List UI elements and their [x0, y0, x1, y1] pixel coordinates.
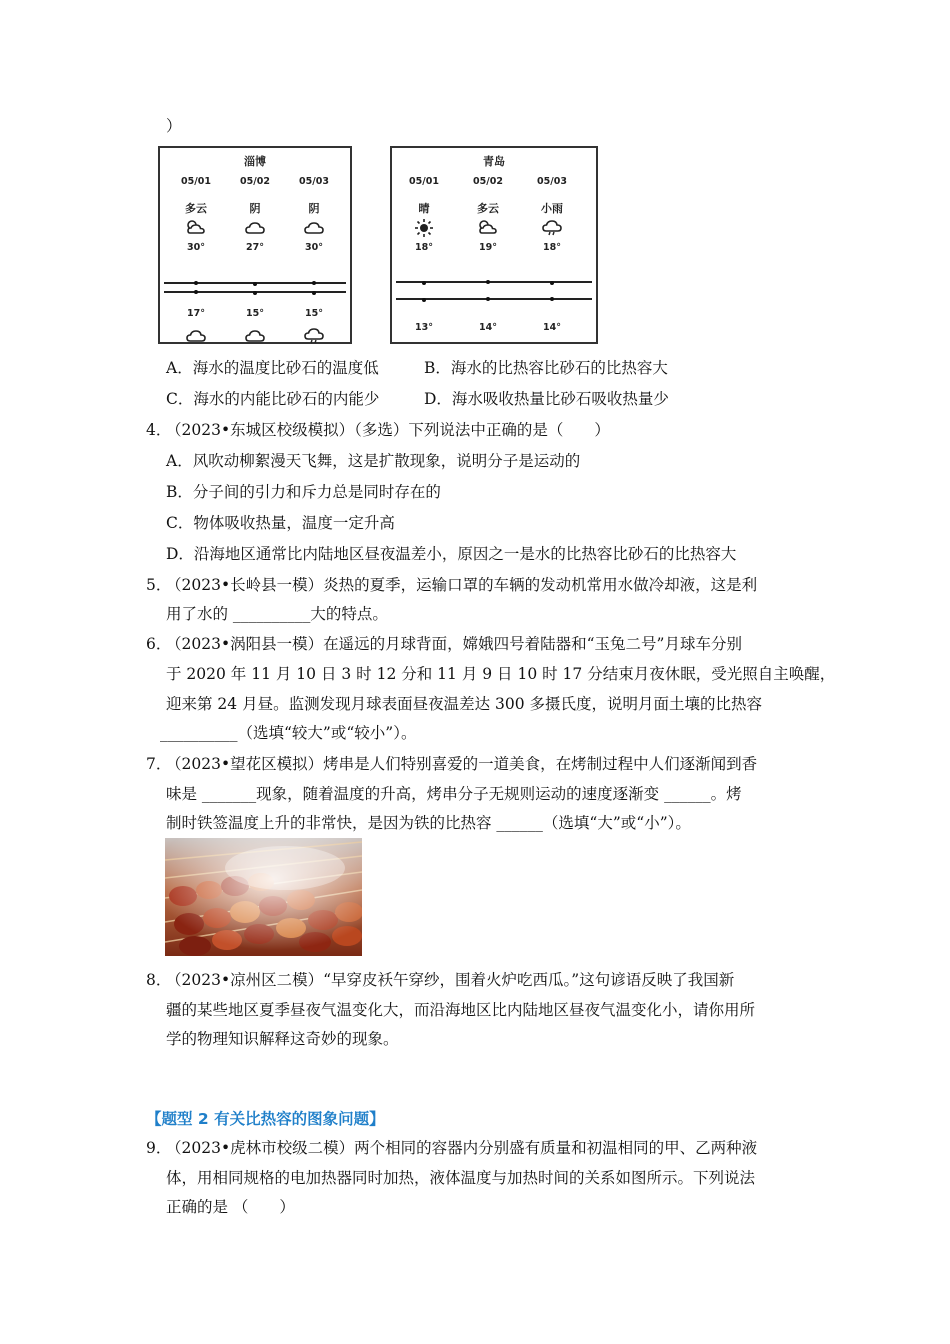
partly-cloudy-icon — [166, 218, 226, 238]
q9-line: 体，用相同规格的电加热器同时加热，液体温度与加热时间的关系如图所示。下列说法 — [166, 1169, 756, 1187]
q4-option-d: D．沿海地区通常比内陆地区昼夜温差小，原因之一是水的比热容比砂石的比热容大 — [166, 545, 737, 563]
q9-line: 正确的是 （ ） — [166, 1198, 295, 1216]
q9-line: （2023•虎林市校级二模）两个相同的容器内分别盛有质量和初温相同的甲、乙两种液 — [166, 1139, 758, 1157]
partly-cloudy-icon — [458, 218, 518, 238]
temp-point — [486, 297, 490, 301]
weather-low-temp: 17° — [187, 308, 205, 319]
q3-option-d: D．海水吸收热量比砂石吸收热量少 — [424, 390, 669, 408]
q4-stem: （2023•东城区校级模拟）（多选）下列说法中正确的是（ ） — [166, 421, 610, 439]
temp-point — [486, 280, 490, 284]
weather-city-zibo: 淄博 — [244, 155, 266, 168]
weather-condition: 晴 — [418, 202, 430, 215]
q6-line: 于 2020 年 11 月 10 日 3 时 12 分和 11 月 9 日 10 时 17 分结束月夜休眠，受光照自主唤醒， — [166, 665, 836, 683]
temp-point — [194, 281, 198, 285]
weather-low-temp: 14° — [479, 322, 497, 333]
weather-date: 05/03 — [537, 176, 567, 187]
weather-high-temp: 30° — [305, 242, 323, 253]
temp-point — [422, 298, 426, 302]
q8-line: 疆的某些地区夏季昼夜气温变化大，而沿海地区比内陆地区昼夜气温变化小，请你用所 — [166, 1001, 756, 1019]
q8-line: （2023•凉州区二模）“早穿皮袄午穿纱，围着火炉吃西瓜。”这句谚语反映了我国新 — [166, 971, 735, 989]
weather-condition: 小雨 — [541, 202, 563, 215]
q5-line: 用了水的 __________大的特点。 — [166, 605, 388, 623]
section-heading: 【题型 2 有关比热容的图象问题】 — [146, 1110, 385, 1128]
temp-point — [550, 297, 554, 301]
question-number: 7． — [146, 755, 172, 773]
q3-option-c: C．海水的内能比砂石的内能少 — [166, 390, 380, 408]
question-3-fragment: ） — [166, 117, 182, 135]
q7-line: （2023•望花区模拟）烤串是人们特别喜爱的一道美食，在烤制过程中人们逐渐闻到香 — [166, 755, 758, 773]
weather-high-temp: 18° — [415, 242, 433, 253]
q4-option-c: C．物体吸收热量，温度一定升高 — [166, 514, 395, 532]
weather-date: 05/03 — [299, 176, 329, 187]
rain-cloud-icon — [284, 326, 344, 346]
q7-line: 制时铁签温度上升的非常快，是因为铁的比热容 ______（选填“大”或“小”）。 — [166, 814, 691, 832]
weather-condition: 多云 — [477, 202, 499, 215]
q4-option-a: A．风吹动柳絮漫天飞舞，这是扩散现象，说明分子是运动的 — [166, 452, 581, 470]
weather-high-temp: 19° — [479, 242, 497, 253]
q4-option-b: B．分子间的引力和斥力总是同时存在的 — [166, 483, 441, 501]
weather-date: 05/02 — [240, 176, 270, 187]
temp-point — [253, 291, 257, 295]
temp-point — [312, 281, 316, 285]
weather-date: 05/01 — [181, 176, 211, 187]
question-number: 8． — [146, 971, 172, 989]
temp-point — [253, 282, 257, 286]
cloud-icon — [166, 326, 226, 346]
weather-condition: 阴 — [249, 202, 261, 215]
cloud-icon — [225, 218, 285, 238]
weather-date: 05/01 — [409, 176, 439, 187]
q5-line: （2023•长岭县一模）炎热的夏季，运输口罩的车辆的发动机常用水做冷却液，这是利 — [166, 576, 758, 594]
weather-city-qingdao: 青岛 — [483, 155, 505, 168]
weather-card-zibo — [158, 146, 352, 344]
weather-low-temp: 13° — [415, 322, 433, 333]
cloud-icon — [225, 326, 285, 346]
temp-point — [550, 281, 554, 285]
question-number: 4． — [146, 421, 172, 439]
weather-high-temp: 27° — [246, 242, 264, 253]
sun-icon — [394, 218, 454, 238]
weather-low-temp: 15° — [305, 308, 323, 319]
q6-line: 迎来第 24 月昼。监测发现月球表面昼夜温差达 300 多摄氏度，说明月面土壤的比热容 — [166, 695, 763, 713]
question-number: 6． — [146, 635, 172, 653]
weather-condition: 多云 — [185, 202, 207, 215]
weather-high-temp: 18° — [543, 242, 561, 253]
question-number: 9． — [146, 1139, 172, 1157]
weather-date: 05/02 — [473, 176, 503, 187]
q8-line: 学的物理知识解释这奇妙的现象。 — [166, 1030, 399, 1048]
weather-condition: 阴 — [308, 202, 320, 215]
q6-line: __________（选填“较大”或“较小”）。 — [160, 724, 417, 742]
q3-option-a: A．海水的温度比砂石的温度低 — [166, 359, 379, 377]
q3-option-b: B．海水的比热容比砂石的比热容大 — [424, 359, 668, 377]
temp-point — [194, 290, 198, 294]
q7-line: 味是 _______现象，随着温度的升高，烤串分子无规则运动的速度逐渐变 ______。烤 — [166, 785, 742, 803]
grilled-skewers-photo — [165, 838, 362, 956]
weather-low-temp: 14° — [543, 322, 561, 333]
rain-cloud-icon — [522, 218, 582, 238]
weather-low-temp: 15° — [246, 308, 264, 319]
question-number: 5． — [146, 576, 172, 594]
weather-high-temp: 30° — [187, 242, 205, 253]
q6-line: （2023•涡阳县一模）在遥远的月球背面，嫦娥四号着陆器和“玉兔二号”月球车分别 — [166, 635, 742, 653]
temp-point — [422, 281, 426, 285]
weather-card-qingdao — [390, 146, 598, 344]
cloud-icon — [284, 218, 344, 238]
temp-point — [312, 291, 316, 295]
